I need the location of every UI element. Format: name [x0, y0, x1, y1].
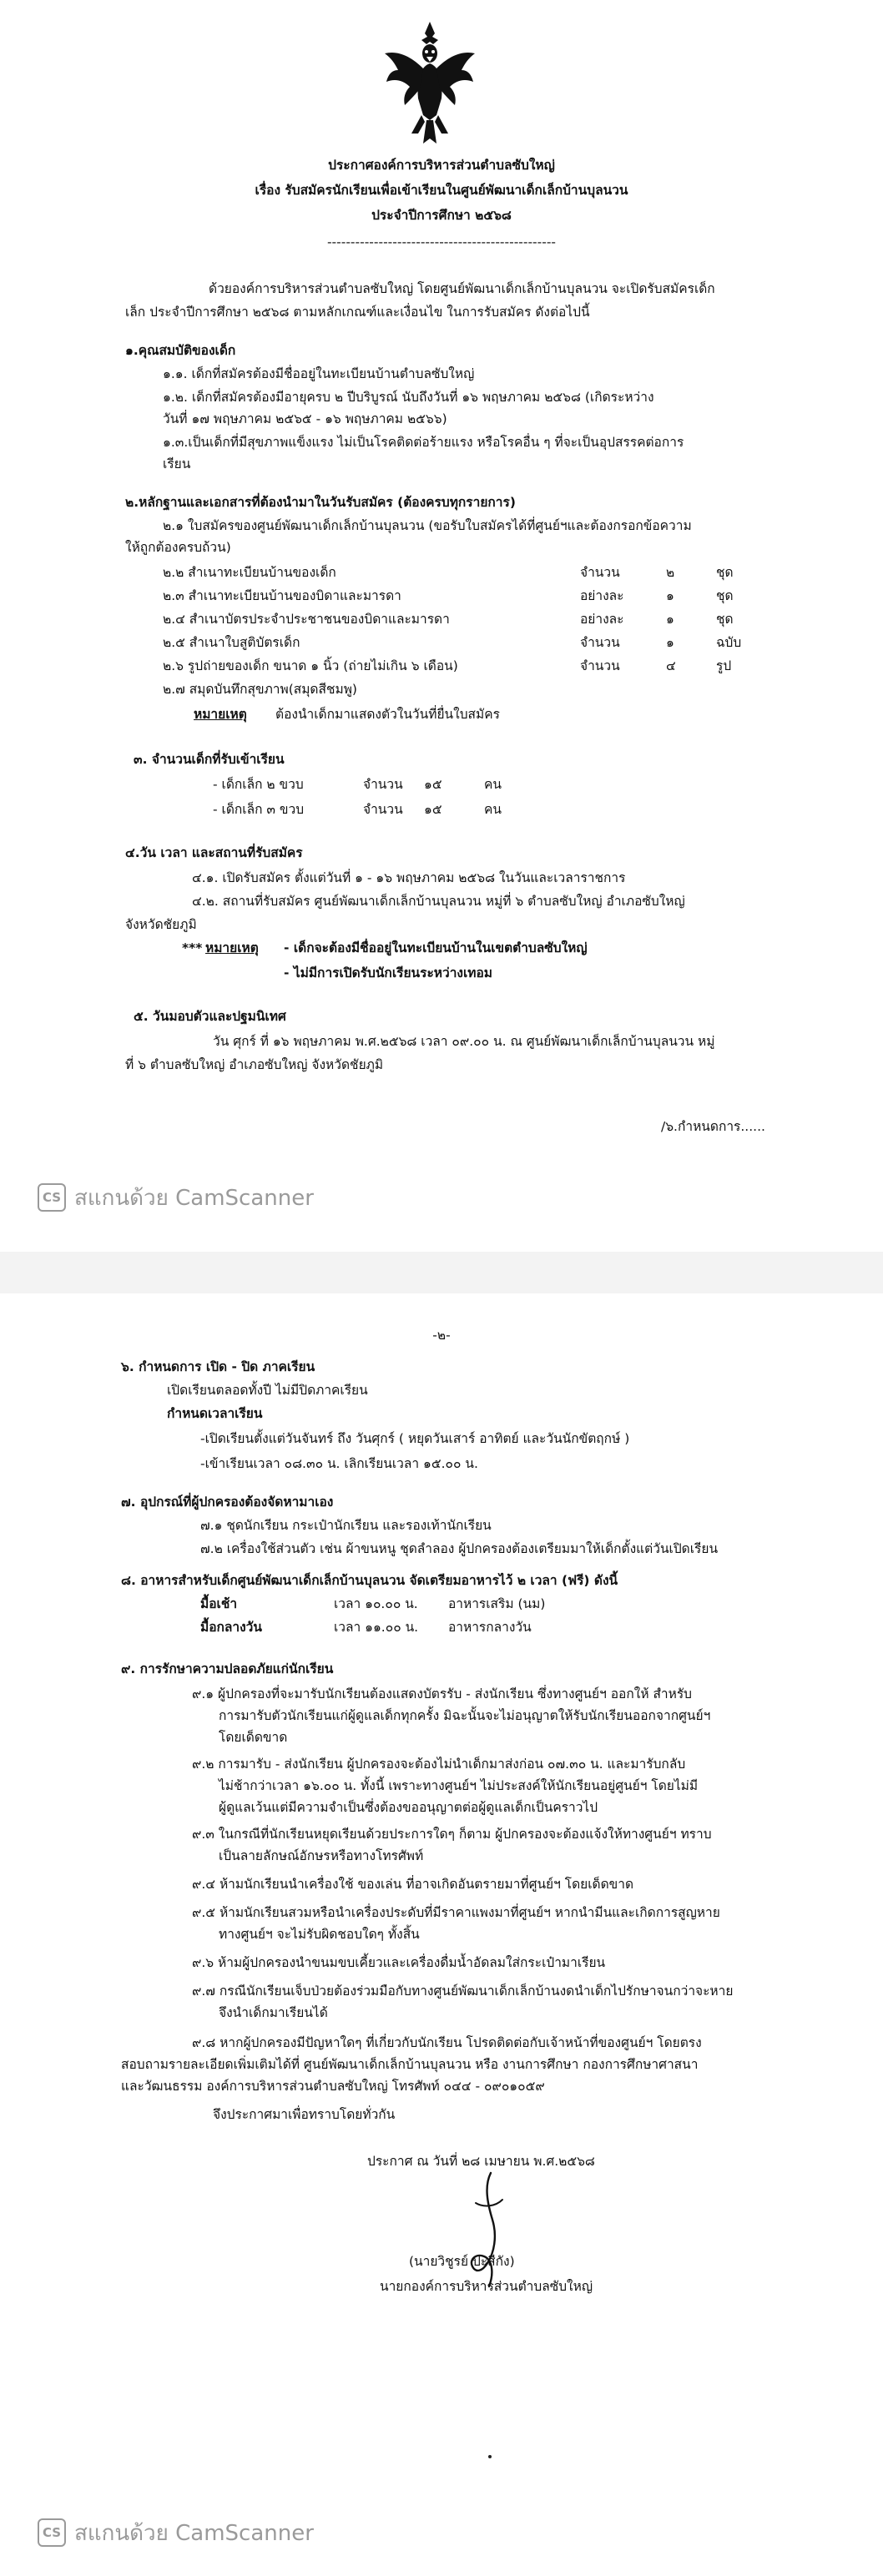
s4-item-2-b: จังหวัดชัยภูมิ — [125, 917, 197, 932]
s9-item-3-line: เป็นลายลักษณ์อักษรหรือทางโทรศัพท์ — [219, 1848, 424, 1863]
doc-name: ๒.๓ สำเนาทะเบียนบ้านของบิดาและมารดา — [163, 588, 401, 603]
signatory-name: (นายวิชูรย์ ปะสีกัง) — [409, 2254, 515, 2269]
section-4-title: ๔.วัน เวลา และสถานที่รับสมัคร — [125, 845, 303, 860]
doc-unit: ชุด — [716, 565, 734, 580]
page-number: -๒- — [432, 1328, 451, 1343]
closing-line: จึงประกาศมาเพื่อทราบโดยทั่วกัน — [213, 2107, 396, 2122]
s2-note-label: หมายเหตุ — [194, 707, 247, 722]
doc-name: ๒.๔ สำเนาบัตรประจำประชาชนของบิดาและมารดา — [163, 612, 450, 627]
camscanner-logo-icon: CS — [38, 1183, 66, 1212]
garuda-emblem-icon — [380, 17, 480, 149]
section-9-title: ๙. การรักษาความปลอดภัยแก่นักเรียน — [121, 1661, 334, 1676]
doc-qty-label: จำนวน — [580, 565, 620, 580]
s6-line-2: กำหนดเวลาเรียน — [167, 1406, 263, 1421]
s1-item-3-b: เรียน — [163, 456, 191, 471]
s4-item-1: ๔.๑. เปิดรับสมัคร ตั้งแต่วันที่ ๑ - ๑๖ พฤษภาคม ๒๕๖๘ ในวันและเวลาราชการ — [192, 870, 626, 885]
doc-qty: ๔ — [666, 658, 676, 673]
s1-item-2-b: วันที่ ๑๗ พฤษภาคม ๒๕๖๕ - ๑๖ พฤษภาคม ๒๕๖๖) — [163, 411, 447, 426]
s9-item-2-line: ๙.๒ การมารับ - ส่งนักเรียน ผู้ปกครองจะต้องไม่นำเด็กมาส่งก่อน ๐๗.๓๐ น. และมารับกลับ — [192, 1757, 686, 1772]
s6-line-1: เปิดเรียนตลอดทั้งปี ไม่มีปิดภาคเรียน — [167, 1383, 368, 1398]
doc-name: ๒.๒ สำเนาทะเบียนบ้านของเด็ก — [163, 565, 336, 580]
signature-date: ประกาศ ณ วันที่ ๒๘ เมษายน พ.ศ.๒๕๖๘ — [367, 2154, 595, 2169]
s3-row-label: จำนวน — [363, 777, 403, 792]
section-7-title: ๗. อุปกรณ์ที่ผู้ปกครองต้องจัดหามาเอง — [121, 1495, 334, 1510]
s8-meal: มื้อเช้า — [200, 1596, 238, 1611]
s3-row-name: - เด็กเล็ก ๒ ขวบ — [213, 777, 304, 792]
s3-row-unit: คน — [484, 802, 502, 817]
doc-unit: ฉบับ — [716, 635, 742, 650]
s7-item-2: ๗.๒ เครื่องใช้ส่วนตัว เช่น ผ้าขนหนู ชุดลำลอง ผู้ปกครองต้องเตรียมมาให้เด็กตั้งแต่วันเปิดเรียน — [200, 1541, 719, 1556]
header-line-1: ประกาศองค์การบริหารส่วนตำบลซับใหญ่ — [328, 158, 555, 173]
header-line-2: เรื่อง รับสมัครนักเรียนเพื่อเข้าเรียนในศูนย์พัฒนาเด็กเล็กบ้านบุลนวน — [255, 183, 628, 198]
continuation-note: /๖.กำหนดการ...... — [661, 1119, 765, 1134]
doc-unit: รูป — [716, 658, 732, 673]
doc-qty-label: อย่างละ — [580, 612, 624, 627]
s2-item-7: ๒.๗ สมุดบันทึกสุขภาพ(สมุดสีชมพู) — [163, 682, 357, 697]
s4-note-prefix: *** — [182, 940, 203, 955]
s9-item-3-line: ๙.๓ ในกรณีที่นักเรียนหยุดเรียนด้วยประการใดๆ ก็ตาม ผู้ปกครองจะต้องแจ้งให้ทางศูนย์ฯ ทราบ — [192, 1827, 712, 1842]
s9-item-1-line: การมารับตัวนักเรียนแก่ผู้ดูแลเด็กทุกครั้ง มิฉะนั้นจะไม่อนุญาตให้รับนักเรียนออกจากศูนย์ฯ — [219, 1708, 711, 1723]
s3-row-qty: ๑๕ — [424, 777, 442, 792]
doc-unit: ชุด — [716, 588, 734, 603]
s9-item-1-line: โดยเด็ดขาด — [219, 1730, 288, 1745]
section-1-title: ๑.คุณสมบัติของเด็ก — [125, 343, 236, 358]
s2-note-text: ต้องนำเด็กมาแสดงตัวในวันที่ยื่นใบสมัคร — [275, 707, 500, 722]
header-divider: ------------------------------------------------- — [326, 234, 557, 250]
s9-item-8-line: สอบถามรายละเอียดเพิ่มเติมได้ที่ ศูนย์พัฒนาเด็กเล็กบ้านบุลนวน หรือ งานการศึกษา กองการศึกษาศาสนา — [121, 2057, 699, 2072]
s7-item-1: ๗.๑ ชุดนักเรียน กระเป๋านักเรียน และรองเท้านักเรียน — [200, 1518, 492, 1533]
s5-line-1: วัน ศุกร์ ที่ ๑๖ พฤษภาคม พ.ศ.๒๕๖๘ เวลา ๐๙.๐๐ น. ณ ศูนย์พัฒนาเด็กเล็กบ้านบุลนวน หมู่ — [213, 1034, 715, 1049]
section-3-title: ๓. จำนวนเด็กที่รับเข้าเรียน — [134, 752, 285, 767]
document-page-1 — [0, 0, 883, 1252]
document-page-2 — [0, 1293, 883, 2576]
signatory-position: นายกองค์การบริหารส่วนตำบลซับใหญ่ — [380, 2279, 593, 2294]
doc-qty: ๑ — [666, 612, 674, 627]
doc-qty: ๑ — [666, 635, 674, 650]
s3-row-unit: คน — [484, 777, 502, 792]
s6-line-4: -เข้าเรียนเวลา ๐๘.๓๐ น. เลิกเรียนเวลา ๑๕.๐๐ น. — [200, 1456, 478, 1471]
s4-note-1: - เด็กจะต้องมีชื่ออยู่ในทะเบียนบ้านในเขตตำบลซับใหญ่ — [284, 940, 588, 955]
s2-item-1-a: ๒.๑ ใบสมัครของศูนย์พัฒนาเด็กเล็กบ้านบุลนวน (ขอรับใบสมัครได้ที่ศูนย์ฯและต้องกรอกข้อความ — [163, 518, 692, 533]
s9-item-7-line: ๙.๗ กรณีนักเรียนเจ็บป่วยต้องร่วมมือกับทางศูนย์พัฒนาเด็กเล็กบ้านงดนำเด็กไปรักษาจนกว่าจะหาย — [192, 1984, 734, 1999]
s8-time: เวลา ๑๑.๐๐ น. — [334, 1620, 419, 1635]
doc-qty-label: จำนวน — [580, 658, 620, 673]
doc-name: ๒.๖ รูปถ่ายของเด็ก ขนาด ๑ นิ้ว (ถ่ายไม่เกิน ๖ เดือน) — [163, 658, 458, 673]
doc-qty-label: จำนวน — [580, 635, 620, 650]
s8-time: เวลา ๑๐.๐๐ น. — [334, 1596, 418, 1611]
s6-line-3: -เปิดเรียนตั้งแต่วันจันทร์ ถึง วันศุกร์ ( หยุดวันเสาร์ อาทิตย์ และวันนักขัตฤกษ์ ) — [200, 1431, 630, 1446]
doc-name: ๒.๕ สำเนาใบสูติบัตรเด็ก — [163, 635, 300, 650]
camscanner-watermark — [38, 1181, 314, 1214]
s3-row-label: จำนวน — [363, 802, 403, 817]
s9-item-2-line: ไม่ช้ากว่าเวลา ๑๖.๐๐ น. ทั้งนี้ เพราะทางศูนย์ฯ ไม่ประสงค์ให้นักเรียนอยู่ศูนย์ฯ โดยไม่มี — [219, 1778, 699, 1793]
s4-item-2-a: ๔.๒. สถานที่รับสมัคร ศูนย์พัฒนาเด็กเล็กบ้านบุลนวน หมู่ที่ ๖ ตำบลซับใหญ่ อำเภอซับใหญ่ — [192, 894, 685, 909]
s1-item-1: ๑.๑. เด็กที่สมัครต้องมีชื่ออยู่ในทะเบียนบ้านตำบลซับใหญ่ — [163, 366, 475, 381]
doc-qty: ๒ — [666, 565, 675, 580]
s1-item-3-a: ๑.๓.เป็นเด็กที่มีสุขภาพแข็งแรง ไม่เป็นโรคติดต่อร้ายแรง หรือโรคอื่น ๆ ที่จะเป็นอุปสรรคต่อการ — [163, 435, 684, 450]
s2-item-1-b: ให้ถูกต้องครบถ้วน) — [125, 540, 231, 555]
intro-line-1: ด้วยองค์การบริหารส่วนตำบลซับใหญ่ โดยศูนย์พัฒนาเด็กเล็กบ้านบุลนวน จะเปิดรับสมัครเด็ก — [209, 281, 715, 296]
section-2-title: ๒.หลักฐานและเอกสารที่ต้องนำมาในวันรับสมัคร (ต้องครบทุกรายการ) — [125, 495, 516, 510]
page-separator — [0, 1252, 883, 1293]
handwritten-signature-icon — [451, 2170, 526, 2295]
s9-item-2-line: ผู้ดูแลเว้นแต่มีความจำเป็นซึ่งต้องขออนุญาตต่อผู้ดูแลเด็กเป็นคราวไป — [219, 1800, 598, 1815]
s9-item-5-line: ๙.๕ ห้ามนักเรียนสวมหรือนำเครื่องประดับที่มีราคาแพงมาที่ศูนย์ฯ หากนำมีนและเกิดการสูญหาย — [192, 1905, 720, 1920]
s9-item-8-line: และวัฒนธรรม องค์การบริหารส่วนตำบลซับใหญ่ โทรศัพท์ ๐๔๔ - ๐๙๐๑๐๕๙ — [121, 2079, 545, 2094]
s4-note-2: - ไม่มีการเปิดรับนักเรียนระหว่างเทอม — [284, 965, 493, 980]
s9-item-5-line: ทางศูนย์ฯ จะไม่รับผิดชอบใดๆ ทั้งสิ้น — [219, 1927, 420, 1942]
section-6-title: ๖. กำหนดการ เปิด - ปิด ภาคเรียน — [121, 1359, 315, 1374]
intro-line-2: เล็ก ประจำปีการศึกษา ๒๕๖๘ ตามหลักเกณฑ์และเงื่อนไข ในการรับสมัคร ดังต่อไปนี้ — [125, 305, 590, 320]
s3-row-qty: ๑๕ — [424, 802, 442, 817]
s9-item-6-line: ๙.๖ ห้ามผู้ปกครองนำขนมขบเคี้ยวและเครื่องดื่มน้ำอัดลมใส่กระเป๋ามาเรียน — [192, 1955, 606, 1970]
s5-line-2: ที่ ๖ ตำบลซับใหญ่ อำเภอซับใหญ่ จังหวัดชัยภูมิ — [125, 1057, 384, 1072]
s1-item-2-a: ๑.๒. เด็กที่สมัครต้องมีอายุครบ ๒ ปีบริบูรณ์ นับถึงวันที่ ๑๖ พฤษภาคม ๒๕๖๘ (เกิดระหว่าง — [163, 390, 654, 405]
s8-type: อาหารเสริม (นม) — [448, 1596, 546, 1611]
watermark-text: สแกนด้วย CamScanner — [74, 2520, 314, 2546]
camscanner-logo-icon: CS — [38, 2518, 66, 2547]
s9-item-7-line: จึงนำเด็กมาเรียนได้ — [219, 2005, 328, 2020]
header-line-3: ประจำปีการศึกษา ๒๕๖๘ — [371, 208, 512, 223]
doc-qty: ๑ — [666, 588, 674, 603]
doc-qty-label: อย่างละ — [580, 588, 624, 603]
watermark-text: สแกนด้วย CamScanner — [74, 1185, 314, 1211]
doc-unit: ชุด — [716, 612, 734, 627]
s4-note-label: หมายเหตุ — [205, 940, 259, 955]
section-8-title: ๘. อาหารสำหรับเด็กศูนย์พัฒนาเด็กเล็กบ้านบุลนวน จัดเตรียมอาหารไว้ ๒ เวลา (ฟรี) ดังนี้ — [121, 1573, 618, 1588]
s8-type: อาหารกลางวัน — [448, 1620, 532, 1635]
s9-item-8-line: ๙.๘ หากผู้ปกครองมีปัญหาใดๆ ที่เกี่ยวกับนักเรียน โปรดติดต่อกับเจ้าหน้าที่ของศูนย์ฯ โดยตรง — [192, 2035, 702, 2050]
camscanner-watermark — [38, 2516, 314, 2549]
s9-item-1-line: ๙.๑ ผู้ปกครองที่จะมารับนักเรียนต้องแสดงบัตรรับ - ส่งนักเรียน ซึ่งทางศูนย์ฯ ออกให้ สำหรับ — [192, 1686, 693, 1701]
stray-dot — [488, 2455, 492, 2458]
s8-meal: มื้อกลางวัน — [200, 1620, 262, 1635]
s9-item-4-line: ๙.๔ ห้ามนักเรียนนำเครื่องใช้ ของเล่น ที่อาจเกิดอันตรายมาที่ศูนย์ฯ โดยเด็ดขาด — [192, 1877, 634, 1892]
section-5-title: ๕. วันมอบตัวและปฐมนิเทศ — [134, 1009, 286, 1024]
s3-row-name: - เด็กเล็ก ๓ ขวบ — [213, 802, 305, 817]
